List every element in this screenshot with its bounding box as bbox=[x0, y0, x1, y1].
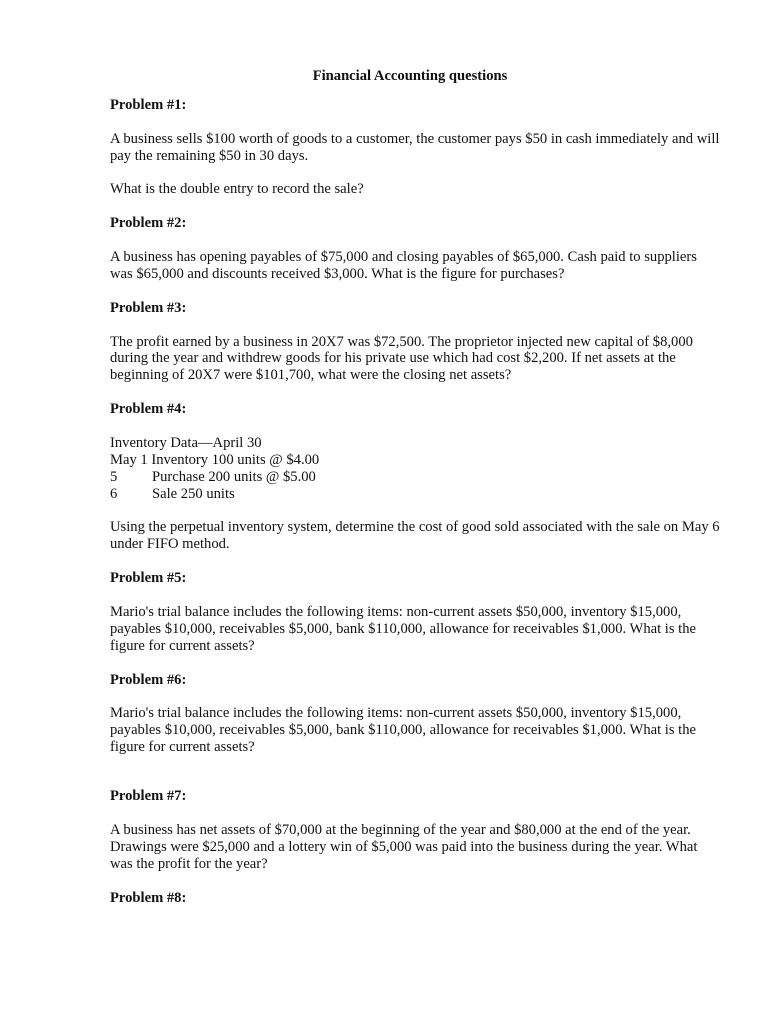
problem-heading: Problem #4: bbox=[110, 401, 187, 418]
problem-text: Mario's trial balance includes the following items: non-current assets $50,000, inventory $15,000, payables $10,000, receivables $5,000, bank $110,000, allowance for receivables $1,000. What is the figure for current assets? bbox=[110, 603, 697, 654]
problem-text: Mario's trial balance includes the following items: non-current assets $50,000, inventory $15,000, payables $10,000, receivables $5,000, bank $110,000, allowance for receivables $1,000. What is the figure for current assets? bbox=[110, 705, 697, 756]
problem-4 bbox=[110, 401, 720, 570]
problem-7 bbox=[110, 788, 720, 889]
inventory-data bbox=[110, 435, 720, 503]
inventory-row bbox=[110, 469, 720, 486]
problem-text: A business has opening payables of $75,000 and closing payables of $65,000. Cash paid to suppliers was $65,000 and discounts received $3,000. What is the figure for purchases? bbox=[110, 249, 697, 282]
problem-heading: Problem #8: bbox=[110, 889, 187, 906]
inventory-day: 6 bbox=[110, 485, 118, 502]
document-page bbox=[110, 68, 720, 907]
problem-heading: Problem #3: bbox=[110, 299, 187, 316]
problem-3 bbox=[110, 300, 720, 401]
problem-question: What is the double entry to record the sale? bbox=[110, 181, 364, 198]
problem-5 bbox=[110, 570, 720, 671]
problem-2 bbox=[110, 215, 720, 300]
problem-text: The profit earned by a business in 20X7 was $72,500. The proprietor injected new capital of $8,000 during the year and withdrew goods for his private use which had cost $2,200. If net assets at the beginning of 20X7 were $101,700, what were the closing net assets? bbox=[110, 333, 693, 384]
inventory-day: 5 bbox=[110, 468, 118, 485]
inventory-title: Inventory Data—April 30 bbox=[110, 434, 262, 451]
inventory-entry: Sale 250 units bbox=[152, 485, 235, 502]
problem-heading: Problem #5: bbox=[110, 570, 187, 587]
document-title: Financial Accounting questions bbox=[312, 68, 508, 84]
problem-text: A business has net assets of $70,000 at the beginning of the year and $80,000 at the end of the year. Drawings were $25,000 and a lottery win of $5,000 was paid into the business during the year. What was the profit for the year? bbox=[110, 822, 698, 873]
inventory-entry: Purchase 200 units @ $5.00 bbox=[152, 468, 316, 485]
problem-1 bbox=[110, 97, 720, 215]
inventory-row bbox=[110, 486, 720, 503]
problem-text: A business sells $100 worth of goods to a customer, the customer pays $50 in cash immediately and will pay the remaining $50 in 30 days. bbox=[110, 130, 720, 164]
problem-heading: Problem #2: bbox=[110, 215, 187, 232]
problem-6 bbox=[110, 672, 720, 789]
problem-text: Using the perpetual inventory system, determine the cost of good sold associated with the sale on May 6 under FIFO method. bbox=[110, 519, 720, 553]
problem-heading: Problem #7: bbox=[110, 788, 187, 805]
problem-8 bbox=[110, 890, 720, 907]
problem-heading: Problem #6: bbox=[110, 671, 187, 688]
inventory-line: May 1 Inventory 100 units @ $4.00 bbox=[110, 451, 320, 468]
problem-heading: Problem #1: bbox=[110, 96, 187, 113]
